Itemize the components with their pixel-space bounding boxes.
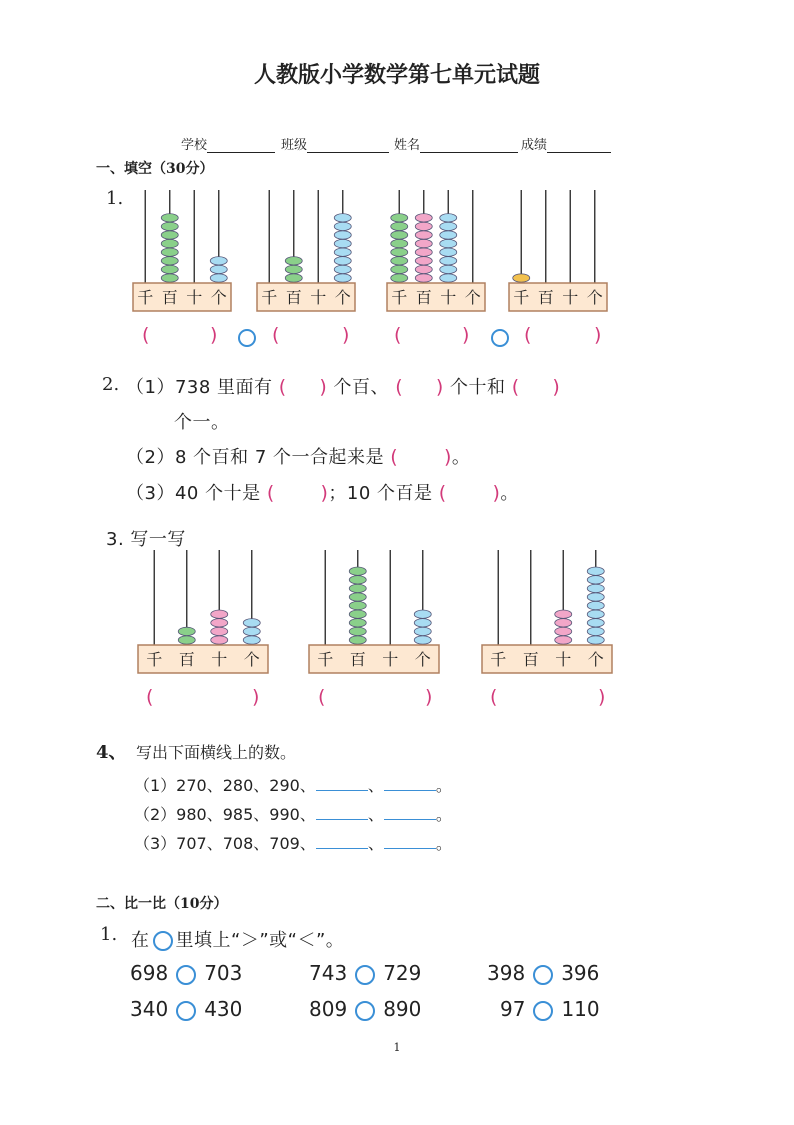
place-label: 个: [243, 650, 260, 669]
q4-row2-sep: 、: [367, 805, 384, 824]
compare-right: 396: [561, 961, 600, 985]
compare-circle: [153, 931, 173, 951]
compare-right: 703: [204, 961, 243, 985]
section2-heading: 二、比一比（10分）: [96, 896, 228, 912]
abacus-bead: [210, 265, 227, 273]
abacus-bead: [349, 593, 366, 601]
q4-row2-end: 。: [435, 805, 452, 824]
q2-l1-a: （1）738 里面有: [126, 377, 273, 398]
place-label: 十: [310, 288, 327, 307]
abacus-bead: [391, 265, 408, 273]
compare-circle[interactable]: [176, 965, 196, 985]
place-label: 千: [146, 650, 163, 669]
info-name: [394, 134, 518, 153]
place-label: 千: [261, 288, 278, 307]
abacus-bead: [349, 567, 366, 575]
abacus-bead: [334, 257, 351, 265]
q2-l1-b: 个百、: [333, 377, 390, 398]
q2-l3-b: ；10 个百是: [328, 483, 433, 504]
info-school: [181, 134, 275, 153]
q21-inst-b: 里填上“＞”或“＜”。: [175, 930, 345, 951]
place-label: 千: [317, 650, 334, 669]
abacus-bead: [587, 567, 604, 575]
abacus-bead: [211, 610, 228, 618]
abacus-bead: [555, 619, 572, 627]
abacus-bead: [391, 239, 408, 247]
info-class-label: 班级: [281, 138, 308, 153]
compare-right: 890: [383, 997, 422, 1021]
abacus-bead: [555, 610, 572, 618]
abacus-bead: [391, 248, 408, 256]
answer-paren[interactable]: ( ): [395, 376, 444, 398]
answer-paren[interactable]: ( ): [390, 446, 452, 468]
abacus-bead: [211, 619, 228, 627]
place-label: 十: [211, 650, 228, 669]
compare-right: 430: [204, 997, 243, 1021]
abacus-bead: [587, 576, 604, 584]
place-label: 十: [555, 650, 572, 669]
abacus-bead: [334, 248, 351, 256]
q2-l1-c: 个十和: [450, 377, 506, 398]
place-label: 百: [161, 288, 178, 307]
place-label: 百: [178, 650, 195, 669]
compare-left: 97: [500, 997, 526, 1021]
compare-pair: [309, 961, 421, 985]
q2-line1: [126, 373, 560, 399]
abacus-bead: [161, 257, 178, 265]
abacus-bead: [334, 274, 351, 282]
abacus-bead: [414, 627, 431, 635]
score-blank[interactable]: [547, 138, 611, 153]
place-label: 百: [522, 650, 539, 669]
place-label: 个: [334, 288, 351, 307]
abacus-bead: [415, 274, 432, 282]
abacus-bead: [334, 222, 351, 230]
abacus-bead: [415, 257, 432, 265]
place-label: 个: [210, 288, 227, 307]
q3-open-paren-1: (: [146, 686, 154, 708]
compare-left: 809: [309, 997, 348, 1021]
abacus-bead: [587, 584, 604, 592]
page-number: 1: [393, 1041, 401, 1054]
place-label: 百: [415, 288, 432, 307]
answer-blank[interactable]: [384, 776, 436, 791]
place-label: 千: [137, 288, 154, 307]
q2-line2: [126, 443, 470, 469]
q1-number: 1.: [106, 188, 124, 209]
answer-paren[interactable]: ( ): [278, 376, 328, 398]
q4-row-3: [134, 831, 452, 854]
answer-blank[interactable]: [384, 834, 436, 849]
q2-l2-a: （2）8 个百和 7 个一合起来是: [126, 447, 385, 468]
answer-blank[interactable]: [316, 776, 368, 791]
name-blank[interactable]: [420, 138, 518, 153]
place-label: 十: [186, 288, 203, 307]
abacus-bead: [440, 274, 457, 282]
abacus-bead: [211, 636, 228, 644]
compare-circle[interactable]: [355, 1001, 375, 1021]
abacus-bead: [349, 584, 366, 592]
abacus-bead: [415, 214, 432, 222]
q4-row3-sep: 、: [367, 834, 384, 853]
compare-circle[interactable]: [238, 329, 256, 347]
abacus-bead: [349, 627, 366, 635]
compare-right: 729: [383, 961, 422, 985]
info-class: [281, 134, 389, 153]
abacus-bead: [349, 601, 366, 609]
abacus-bead: [414, 610, 431, 618]
q1-open-paren-4: (: [524, 324, 532, 346]
abacus-bead: [415, 231, 432, 239]
school-blank[interactable]: [207, 138, 275, 153]
q3-open-paren-3: (: [490, 686, 498, 708]
abacus-bead: [161, 222, 178, 230]
q3-close-paren-1: ): [252, 686, 260, 708]
abacus-bead: [210, 257, 227, 265]
abacus-bead: [285, 257, 302, 265]
answer-blank[interactable]: [316, 805, 368, 820]
abacus-bead: [555, 627, 572, 635]
abacus-bead: [210, 274, 227, 282]
abacus-bead: [349, 619, 366, 627]
compare-left: 398: [487, 961, 526, 985]
q4-row1-seq: （1）270、280、290、: [134, 776, 316, 795]
q3-label: 3. 写一写: [106, 529, 186, 550]
abacus-bead: [414, 636, 431, 644]
compare-circle[interactable]: [533, 965, 553, 985]
q4-row3-seq: （3）707、708、709、: [134, 834, 316, 853]
abacus-bead: [391, 222, 408, 230]
abacus-bead: [161, 274, 178, 282]
info-school-label: 学校: [181, 138, 208, 153]
abacus-bead: [243, 627, 260, 635]
q4-row1-sep: 、: [367, 776, 384, 795]
compare-pair: [130, 961, 242, 985]
abacus-bead: [391, 231, 408, 239]
abacus-bead: [178, 636, 195, 644]
answer-paren[interactable]: ( ): [438, 482, 501, 504]
info-name-label: 姓名: [394, 138, 421, 153]
compare-pair: [309, 997, 421, 1021]
abacus-bead: [334, 231, 351, 239]
place-label: 十: [382, 650, 399, 669]
q4-row-2: [134, 802, 452, 825]
place-label: 千: [513, 288, 530, 307]
abacus-bead: [243, 636, 260, 644]
abacus-bead: [587, 601, 604, 609]
answer-paren[interactable]: ( ): [266, 482, 329, 504]
abacus-bead: [440, 231, 457, 239]
q1-close-paren-1: ): [210, 324, 218, 346]
q1-open-paren-1: (: [142, 324, 150, 346]
abacus-bead: [415, 222, 432, 230]
compare-right: 110: [561, 997, 600, 1021]
abacus-bead: [587, 636, 604, 644]
compare-left: 743: [309, 961, 348, 985]
q4-row3-end: 。: [435, 834, 452, 853]
abacus-bead: [178, 627, 195, 635]
place-label: 十: [562, 288, 579, 307]
place-label: 百: [537, 288, 554, 307]
q1-close-paren-4: ): [594, 324, 602, 346]
page-title: 人教版小学数学第七单元试题: [253, 62, 540, 88]
abacus-bead: [414, 619, 431, 627]
abacus-bead: [334, 265, 351, 273]
abacus-bead: [334, 239, 351, 247]
abacus-bead: [415, 239, 432, 247]
place-label: 百: [285, 288, 302, 307]
compare-pair: [130, 997, 242, 1021]
q3-close-paren-3: ): [598, 686, 606, 708]
info-score-label: 成绩: [521, 138, 548, 153]
abacus-bead: [285, 274, 302, 282]
place-label: 千: [391, 288, 408, 307]
abacus-bead: [349, 610, 366, 618]
answer-blank[interactable]: [316, 834, 368, 849]
q2-l2-b: 。: [451, 447, 471, 468]
abacus-bead: [587, 619, 604, 627]
place-label: 个: [414, 650, 431, 669]
abacus-bead: [513, 274, 530, 282]
q1-close-paren-2: ): [342, 324, 350, 346]
q2-l3-c: 。: [500, 483, 519, 504]
place-label: 个: [464, 288, 481, 307]
abacus-bead: [440, 239, 457, 247]
compare-left: 698: [130, 961, 169, 985]
compare-circle[interactable]: [176, 1001, 196, 1021]
abacus-bead: [440, 248, 457, 256]
place-label: 个: [586, 288, 603, 307]
abacus-bead: [161, 214, 178, 222]
compare-circle[interactable]: [491, 329, 509, 347]
abacus-bead: [161, 265, 178, 273]
answer-paren[interactable]: ( ): [511, 376, 561, 398]
q21-inst-a: 在: [131, 930, 150, 951]
abacus-bead: [440, 257, 457, 265]
q3-abacus-area: [0, 545, 794, 680]
abacus-bead: [161, 231, 178, 239]
class-blank[interactable]: [307, 138, 389, 153]
abacus-bead: [334, 214, 351, 222]
abacus-bead: [440, 214, 457, 222]
abacus-bead: [415, 265, 432, 273]
q2-line1b: 个一。: [174, 412, 230, 433]
q4-row1-end: 。: [435, 776, 452, 795]
compare-circle[interactable]: [355, 965, 375, 985]
q1-open-paren-3: (: [394, 324, 402, 346]
section1-heading: 一、填空（30分）: [96, 161, 214, 177]
q21-instruction: [131, 926, 344, 952]
abacus-bead: [587, 610, 604, 618]
place-label: 十: [440, 288, 457, 307]
abacus-bead: [440, 222, 457, 230]
place-label: 个: [587, 650, 604, 669]
abacus-bead: [391, 214, 408, 222]
abacus-bead: [391, 274, 408, 282]
q3-open-paren-2: (: [318, 686, 326, 708]
compare-circle[interactable]: [533, 1001, 553, 1021]
abacus-bead: [243, 619, 260, 627]
q3-close-paren-2: ): [425, 686, 433, 708]
abacus-bead: [391, 257, 408, 265]
q4-instruction: 写出下面横线上的数。: [136, 743, 297, 762]
abacus-bead: [285, 265, 302, 273]
info-score: [521, 134, 611, 153]
q2-line3: [126, 479, 519, 505]
q4-row-1: [134, 773, 452, 796]
q1-open-paren-2: (: [272, 324, 280, 346]
abacus-bead: [349, 636, 366, 644]
compare-pair: [487, 961, 599, 985]
compare-pair: [500, 997, 600, 1021]
q2-l3-a: （3）40 个十是: [126, 483, 261, 504]
answer-blank[interactable]: [384, 805, 436, 820]
place-label: 千: [490, 650, 507, 669]
q4-number: 4、: [96, 742, 127, 763]
abacus-bead: [587, 593, 604, 601]
abacus-bead: [211, 627, 228, 635]
q21-number: 1.: [100, 924, 118, 945]
compare-left: 340: [130, 997, 169, 1021]
abacus-bead: [587, 627, 604, 635]
abacus-bead: [415, 248, 432, 256]
abacus-bead: [161, 248, 178, 256]
q4-row2-seq: （2）980、985、990、: [134, 805, 316, 824]
abacus-bead: [555, 636, 572, 644]
q1-close-paren-3: ): [462, 324, 470, 346]
abacus-bead: [440, 265, 457, 273]
q2-number: 2.: [102, 374, 120, 395]
abacus-bead: [349, 576, 366, 584]
abacus-bead: [161, 239, 178, 247]
place-label: 百: [349, 650, 366, 669]
